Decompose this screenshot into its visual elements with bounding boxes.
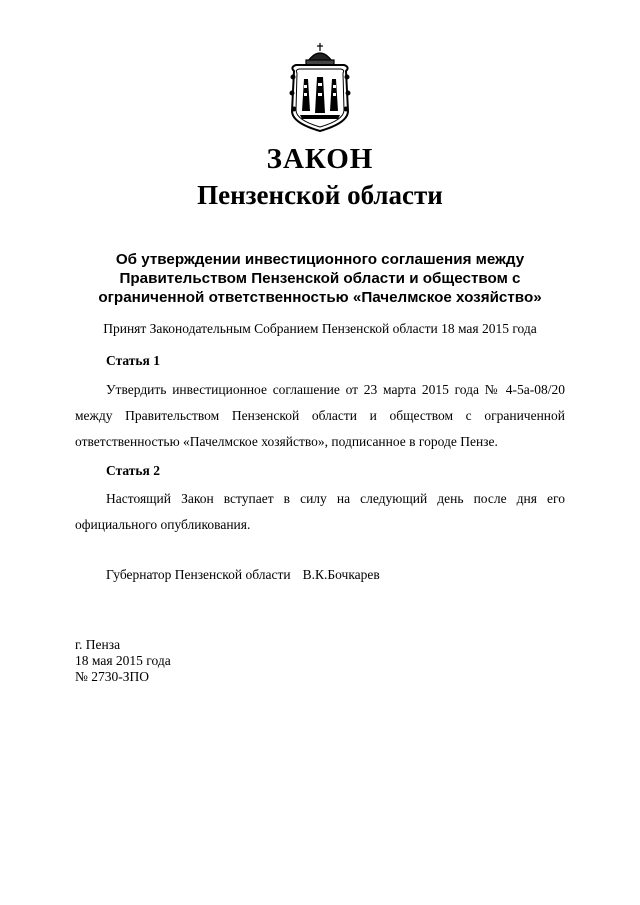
article-2-title: Статья 2	[106, 463, 160, 478]
article-1-title: Статья 1	[106, 353, 160, 368]
law-heading-line: Правительством Пензенской области и обществом с	[119, 270, 521, 287]
signatory-position: Губернатор Пензенской области	[106, 567, 291, 582]
signature-block	[106, 566, 380, 584]
signatory-name: В.К.Бочкарев	[302, 567, 380, 582]
document-title: ЗАКОН	[266, 143, 374, 175]
law-heading-line: Об утверждении инвестиционного соглашения между	[115, 251, 525, 268]
article-2-text: Настоящий Закон вступает в силу на следующий день после дня его официального опубликования.	[75, 491, 565, 532]
document-subtitle: Пензенской области	[197, 180, 443, 210]
penza-coat-of-arms-icon	[284, 41, 356, 133]
footer-number: № 2730-ЗПО	[75, 669, 150, 684]
footer-city: г. Пенза	[75, 637, 121, 652]
footer-date: 18 мая 2015 года	[75, 653, 171, 668]
law-heading	[70, 250, 570, 307]
law-heading-line: ограниченной ответственностью «Пачелмское хозяйство»	[98, 289, 542, 306]
document-footer	[75, 637, 171, 685]
article-1-text: Утвердить инвестиционное соглашение от 23 марта 2015 года № 4-5а-08/20 между Правительством Пензенской области и обществом с ограниченной ответственностью «Пачелмское хозяйство», подписанное в городе Пензе.	[75, 382, 565, 449]
adoption-note: Принят Законодательным Собранием Пензенской области 18 мая 2015 года	[103, 321, 537, 336]
